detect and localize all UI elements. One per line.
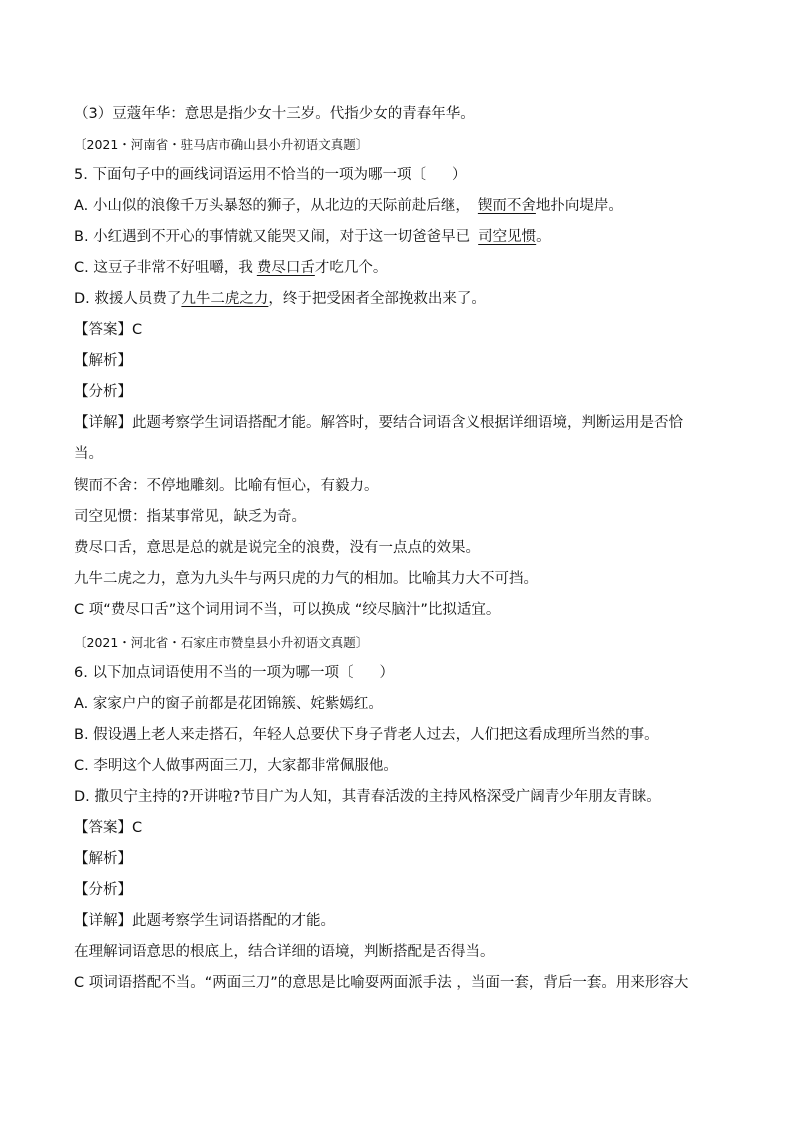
option-5c — [74, 258, 754, 278]
definition-line: 九牛二虎之力，意为九头牛与两只虎的力气的相加。比喻其力大不可挡。 — [74, 571, 538, 587]
question-5-close-paren: ） — [451, 167, 467, 183]
option-5b — [74, 227, 754, 247]
option-6a: A. 家家户户的窗子前都是花团锦簇、姹紫嫣红。 — [74, 696, 383, 712]
answer-label: 【答案】C — [74, 820, 143, 836]
source-citation: 〔2021・河北省・石家庄市赞皇县小升初语文真题〕 — [74, 635, 369, 650]
question-6-close-paren: ） — [379, 665, 394, 681]
option-5a — [74, 196, 754, 216]
option-5d — [74, 289, 754, 309]
detail-explanation: 【详解】此题考察学生词语搭配的才能。 — [74, 913, 335, 929]
option-6b: B. 假设遇上老人来走搭石，年轻人总要伏下身子背老人过去，人们把这看成理所当然的事。 — [74, 727, 659, 743]
conclusion-line: C 项“费尽口舌”这个词用词不当，可以换成 “绞尽脑汁”比拟适宜。 — [74, 602, 501, 618]
underlined-term: 九牛二虎之力 — [181, 291, 269, 307]
underlined-term: 司空见惯 — [478, 229, 537, 245]
source-citation: 〔2021・河南省・驻马店市确山县小升初语文真题〕 — [74, 137, 369, 152]
analysis-label: 【解析】 — [74, 851, 132, 867]
option-5b-tail: 。 — [536, 229, 551, 245]
detail-explanation: 【详解】此题考察学生词语搭配才能。解答时，要结合词语含义根据详细语境，判断运用是否恰 — [74, 415, 683, 431]
breakdown-label: 【分析】 — [74, 384, 132, 400]
option-5d-tail: ，终于把受困者全部挽救出来了。 — [268, 291, 486, 307]
underlined-term: 费尽口舌 — [256, 260, 315, 276]
option-5b-text: B. 小红遇到不开心的事情就又能哭又闹，对于这一切爸爸早已 — [74, 229, 471, 245]
option-5d-text: D. 救援人员费了 — [74, 291, 182, 307]
explanation-line: 在理解词语意思的根底上，结合详细的语境，判断搭配是否得当。 — [74, 944, 495, 960]
option-6d: D. 撒贝宁主持的?开讲啦?节目广为人知，其青春活泼的主持风格深受广阔青少年朋友青睐。 — [74, 789, 661, 805]
option-5a-tail: 地扑向堤岸。 — [535, 198, 623, 214]
question-6 — [74, 663, 754, 683]
explanation-line: （3）豆蔻年华：意思是指少女十三岁。代指少女的青春年华。 — [74, 106, 475, 122]
question-5-text: 5. 下面句子中的画线词语运用不恰当的一项为哪一项〔 — [74, 167, 426, 183]
detail-explanation-cont: 当。 — [74, 446, 103, 462]
analysis-label: 【解析】 — [74, 353, 132, 369]
answer-label: 【答案】C — [74, 322, 143, 338]
definition-line: 费尽口舌，意思是总的就是说完全的浪费，没有一点点的效果。 — [74, 540, 480, 556]
option-5c-tail: 才吃几个。 — [314, 260, 388, 276]
option-6c: C. 李明这个人做事两面三刀，大家都非常佩服他。 — [74, 758, 398, 774]
question-6-text: 6. 以下加点词语使用不当的一项为哪一项〔 — [74, 665, 354, 681]
question-5 — [74, 165, 754, 185]
option-5a-text: A. 小山似的浪像千万头暴怒的狮子，从北边的天际前赴后继， — [74, 198, 470, 214]
definition-line: 锲而不舍：不停地雕刻。比喻有恒心，有毅力。 — [74, 478, 379, 494]
definition-line: 司空见惯：指某事常见，缺乏为奇。 — [74, 509, 306, 525]
underlined-term: 锲而不舍 — [477, 198, 536, 214]
option-5c-text: C. 这豆子非常不好咀嚼，我 — [74, 260, 253, 276]
explanation-line: C 项词语搭配不当。“两面三刀”的意思是比喻耍两面派手法 ，当面一套，背后一套。用来形容大 — [74, 975, 689, 991]
breakdown-label: 【分析】 — [74, 882, 132, 898]
